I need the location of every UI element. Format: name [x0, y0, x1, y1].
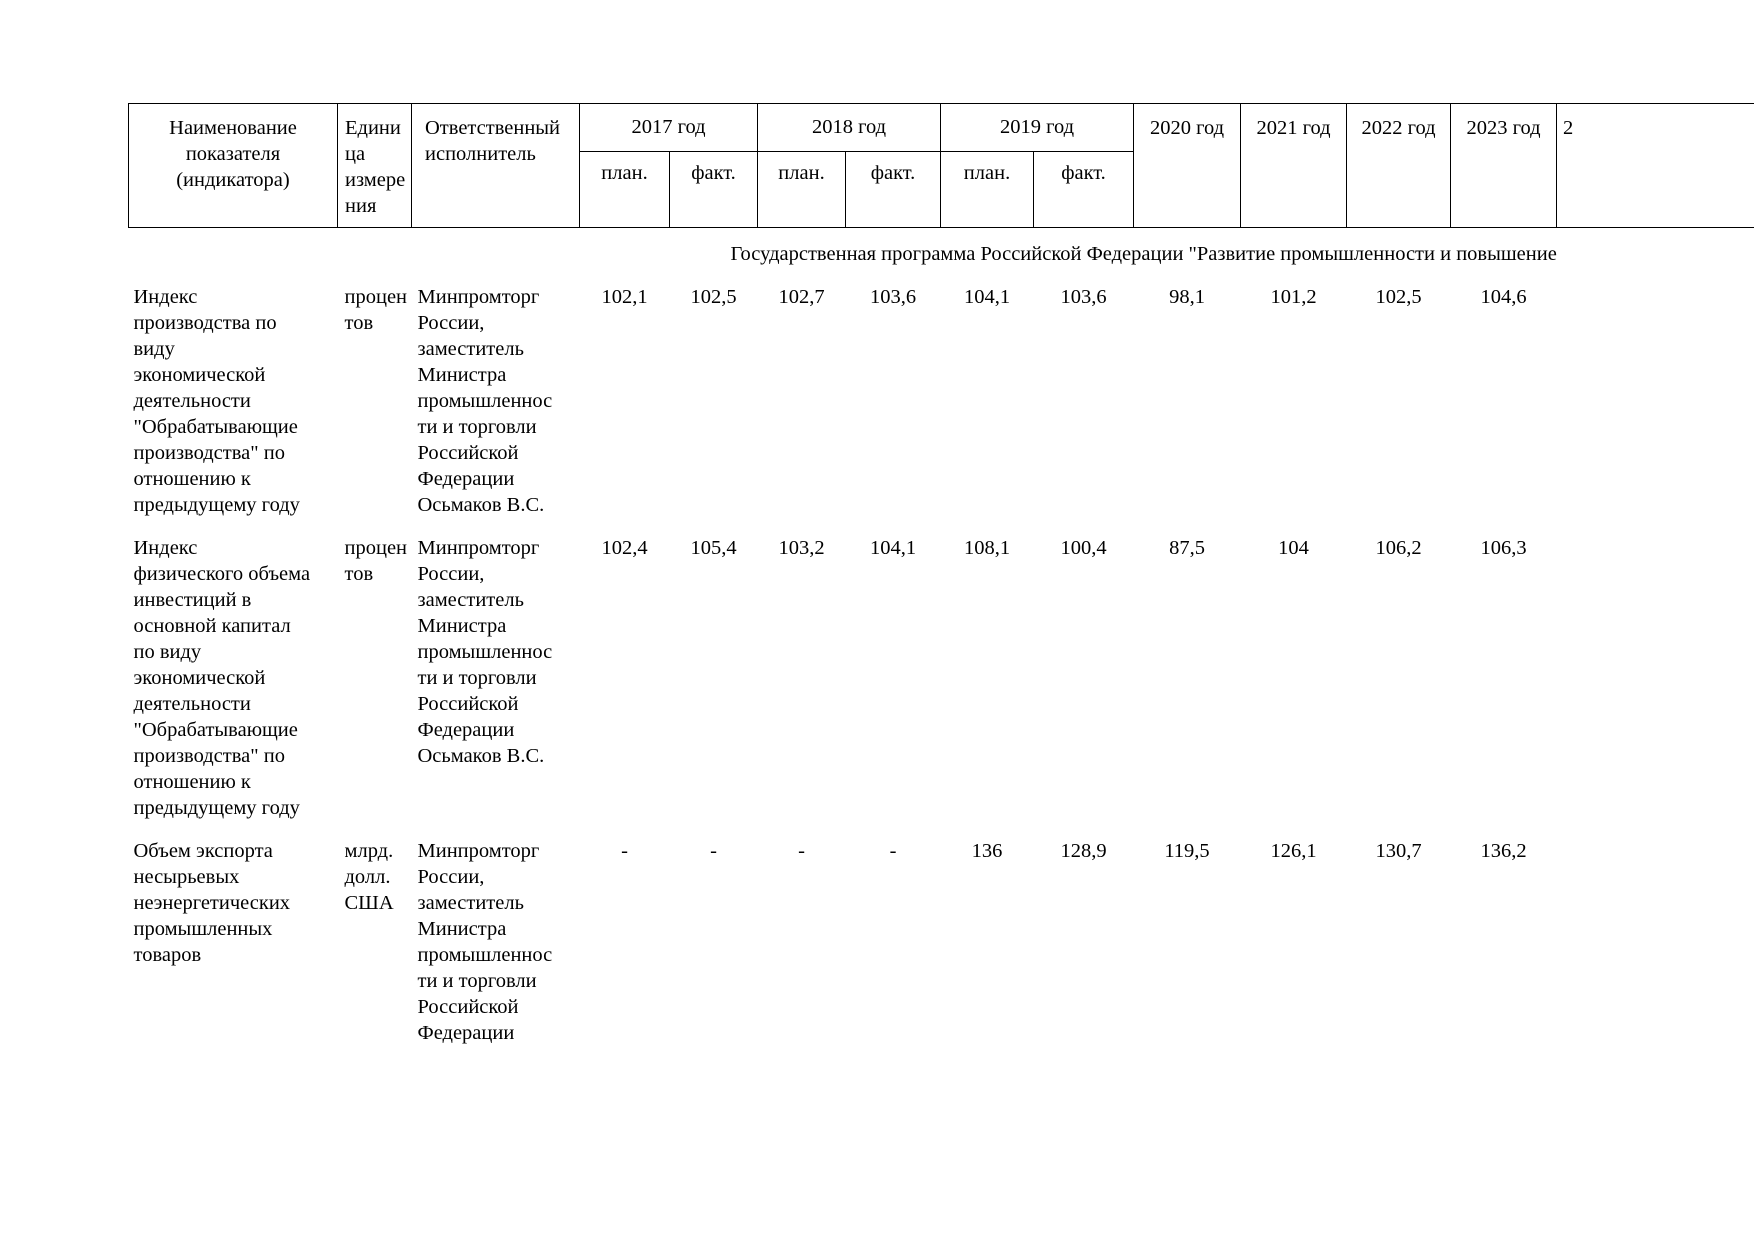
col-header-year-2017: 2017 год — [580, 104, 758, 152]
subheader-plan-2019: план. — [941, 152, 1034, 228]
value-cell-empty — [1557, 535, 1754, 838]
value-cell-2018-plan: - — [798, 840, 805, 862]
section-title: Государственная программа Российской Федерации "Развитие промышленности и повышение — [730, 243, 1557, 265]
value-cell-2017-plan: 102,1 — [601, 286, 648, 308]
value-cell-2019-fact: 103,6 — [1060, 286, 1107, 308]
executor-cell: Минпромторг России, заместитель Министра промышленности и торговли Российской Федерации Осьмаков В.С. — [417, 537, 553, 767]
col-header-executor: Ответственный исполнитель — [412, 104, 580, 228]
unit-cell: млрд. долл. США — [344, 840, 394, 914]
value-cell-2018-fact: 104,1 — [869, 537, 917, 559]
executor-cell: Минпромторг России, заместитель Министра промышленности и торговли Российской Федерации Осьмаков В.С. — [417, 286, 553, 516]
value-cell-2018-fact: 103,6 — [869, 286, 917, 308]
value-cell-2019-plan: 104,1 — [963, 286, 1011, 308]
section-row — [129, 228, 1754, 285]
executor-cell: Минпромторг России, заместитель Министра промышленности и торговли Российской Федерации — [417, 840, 553, 1044]
subheader-fact-2017: факт. — [670, 152, 758, 228]
indicator-name-cell: Индекс производства по виду экономической деятельности "Обрабатывающие производства" по отношению к предыдущему году — [133, 286, 300, 516]
value-cell-2017-fact: - — [710, 840, 717, 862]
indicators-table-container — [128, 103, 1754, 1063]
value-cell-2023: 106,3 — [1480, 537, 1527, 559]
value-cell-2019-fact: 100,4 — [1060, 537, 1107, 559]
unit-cell: процентов — [344, 537, 408, 585]
table-row — [129, 284, 1754, 535]
value-cell-2023: 136,2 — [1480, 840, 1527, 862]
value-cell-2023: 104,6 — [1480, 286, 1527, 308]
value-cell-2019-plan: 108,1 — [963, 537, 1011, 559]
value-cell-2018-fact: - — [889, 840, 897, 862]
table-row — [129, 838, 1754, 1063]
col-header-year-2018: 2018 год — [758, 104, 941, 152]
value-cell-2019-fact: 128,9 — [1060, 840, 1107, 862]
value-cell-empty — [1557, 838, 1754, 1063]
col-header-year-2019: 2019 год — [941, 104, 1134, 152]
col-header-year-partial: 2 — [1557, 104, 1754, 228]
value-cell-2017-fact: 102,5 — [690, 286, 737, 308]
value-cell-empty — [1557, 284, 1754, 535]
table-body — [129, 228, 1754, 1064]
col-header-indicator-name: Наименование показателя (индикатора) — [129, 104, 338, 228]
subheader-fact-2019: факт. — [1034, 152, 1134, 228]
col-header-year-2022: 2022 год — [1347, 104, 1451, 228]
value-cell-2017-plan: - — [621, 840, 628, 862]
value-cell-2022: 102,5 — [1375, 286, 1422, 308]
value-cell-2020: 119,5 — [1164, 840, 1210, 862]
table-row — [129, 535, 1754, 838]
table-header — [129, 104, 1754, 228]
value-cell-2021: 104 — [1278, 537, 1309, 559]
value-cell-2019-plan: 136 — [971, 840, 1003, 862]
value-cell-2020: 87,5 — [1169, 537, 1205, 559]
indicator-name-cell: Индекс физического объема инвестиций в основной капитал по виду экономической деятельности "Обрабатывающие производства" по отношению к предыдущему году — [133, 537, 311, 819]
subheader-plan-2017: план. — [580, 152, 670, 228]
subheader-plan-2018: план. — [758, 152, 846, 228]
subheader-fact-2018: факт. — [846, 152, 941, 228]
value-cell-2021: 101,2 — [1270, 286, 1317, 308]
col-header-year-2021: 2021 год — [1241, 104, 1347, 228]
unit-cell: процентов — [344, 286, 408, 334]
value-cell-2020: 98,1 — [1169, 286, 1205, 308]
value-cell-2018-plan: 102,7 — [778, 286, 825, 308]
indicators-table — [128, 103, 1754, 1063]
value-cell-2021: 126,1 — [1270, 840, 1317, 862]
col-header-year-2023: 2023 год — [1451, 104, 1557, 228]
col-header-unit: Единица измерения — [338, 104, 412, 228]
value-cell-2018-plan: 103,2 — [778, 537, 825, 559]
value-cell-2022: 130,7 — [1375, 840, 1422, 862]
header-row-years — [129, 104, 1754, 152]
value-cell-2017-fact: 105,4 — [690, 537, 737, 559]
value-cell-2017-plan: 102,4 — [601, 537, 648, 559]
col-header-year-2020: 2020 год — [1134, 104, 1241, 228]
value-cell-2022: 106,2 — [1375, 537, 1422, 559]
indicator-name-cell: Объем экспорта несырьевых неэнергетических промышленных товаров — [133, 840, 291, 966]
